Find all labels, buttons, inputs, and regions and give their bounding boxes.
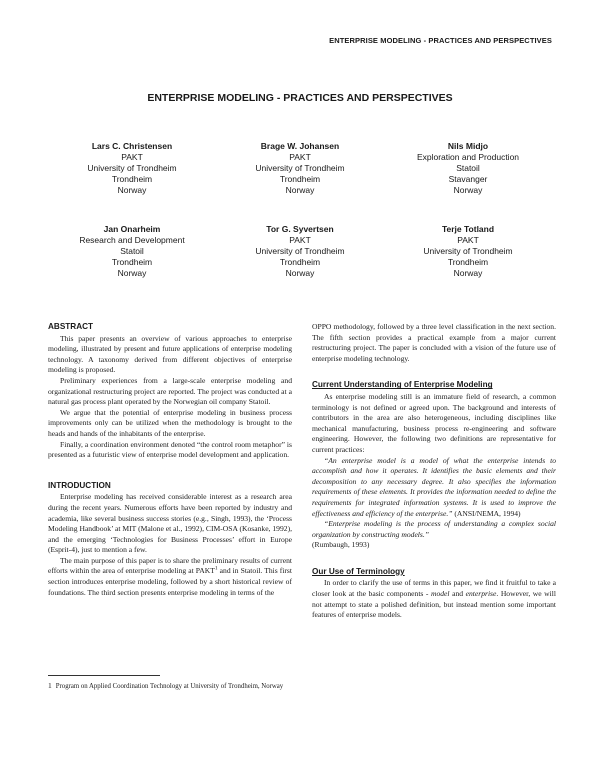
term-text: and: [449, 589, 466, 599]
definition-quote: [312, 456, 556, 520]
running-head: ENTERPRISE MODELING - PRACTICES AND PERSPECTIVES: [329, 36, 552, 45]
author-affiliation: Trondheim: [279, 257, 321, 267]
author-name: Lars C. Christensen: [91, 141, 173, 151]
author-affiliation: PAKT: [121, 152, 143, 162]
author-affiliation: Norway: [285, 185, 315, 195]
paper-title: ENTERPRISE MODELING - PRACTICES AND PERSPECTIVES: [147, 92, 453, 104]
author-affiliation: Statoil: [456, 163, 480, 173]
current-understanding-paragraph: As enterprise modeling still is an immature field of research, a common terminology is not defined or agreed upon. The background and interests of contributors in the area are also heterogeneous, including disciplines like mechanical manufacturing, business process re-engineering and software engineering. However, the following two definitions are representative for current practices:: [312, 391, 556, 454]
term-text: . However, we will not attempt to state a polished definition, but instead mention some important features of enterprise models.: [312, 589, 556, 620]
abstract-heading: ABSTRACT: [48, 322, 94, 331]
author-affiliation: Research and Development: [79, 235, 185, 245]
term-emphasis: enterprise: [465, 589, 497, 599]
author-affiliation: PAKT: [289, 235, 311, 245]
definition-quote: [312, 519, 556, 540]
intro-text: and in Statoil. This first section introduces enterprise modeling, followed by a short historical review of foundations. The third section presents enterprise modeling in terms of the: [48, 566, 292, 597]
author-affiliation: Stavanger: [448, 174, 488, 184]
left-column: [48, 322, 292, 598]
author-affiliation: Trondheim: [279, 174, 321, 184]
introduction-heading: INTRODUCTION: [48, 480, 111, 490]
author-affiliation: Exploration and Production: [416, 152, 520, 162]
author-name: Jan Onarheim: [103, 224, 161, 234]
introduction-paragraph: Enterprise modeling has received considerable interest as a research area during the recent years. Numerous efforts have been reported by industry and academia, like several business success stories (e.g., Singh, 1993), the ‘Process Modeling Handbook’ at MIT (Malone et al., 1992), CIM-OSA (Kosanke, 1992), and the emerging ‘Technologies for Business Processes’ effort in Europe (Esprit-4), just to mention a few.: [48, 492, 292, 555]
footnote: [48, 681, 292, 692]
author-row-2: [48, 224, 552, 279]
author-block: [48, 224, 216, 279]
author-name: Terje Totland: [441, 224, 495, 234]
author-affiliation: Norway: [117, 185, 147, 195]
quote-citation: (ANSI/NEMA, 1994): [452, 508, 521, 518]
quote-text: “Enterprise modeling is the process of understanding a complex social organization by constructing models.”: [312, 519, 556, 539]
author-affiliation: University of Trondheim: [423, 246, 513, 256]
author-affiliation: Trondheim: [447, 257, 489, 267]
footnote-rule: [48, 675, 160, 676]
author-affiliation: Norway: [117, 268, 147, 278]
author-affiliation: Norway: [285, 268, 315, 278]
intro-continued-paragraph: OPPO methodology, followed by a three level classification in the next section. The fifth section provides a practical example from a major current restructuring project. The paper is concluded with a vision of the future use of enterprise modeling technology.: [312, 322, 556, 363]
abstract-paragraph: This paper presents an overview of various approaches to enterprise modeling, illustrated by present and future applications of enterprise modeling technology. A taxonomy derived from different objectives of enterprise modeling is proposed.: [48, 333, 292, 375]
quote-citation: (Rumbaugh, 1993): [312, 540, 370, 550]
terminology-paragraph: [312, 578, 556, 620]
abstract-paragraph: Finally, a coordination environment denoted “the control room metaphor” is presented as a futuristic view of enterprise model development and application.: [48, 439, 292, 460]
abstract-paragraph: We argue that the potential of enterprise modeling in business process improvements only can be utilized when the methodology is brought to the heads and hands of the inhabitants of the enterprise.: [48, 407, 292, 438]
author-block: [48, 141, 216, 196]
footnote-marker: 1: [214, 565, 218, 572]
introduction-paragraph: [48, 556, 292, 598]
current-understanding-heading: Current Understanding of Enterprise Modeling: [312, 380, 493, 390]
author-row-1: [48, 141, 552, 196]
term-emphasis: model: [430, 589, 450, 599]
author-affiliation: University of Trondheim: [87, 163, 177, 173]
author-block: [384, 224, 552, 279]
author-affiliation: PAKT: [457, 235, 479, 245]
author-affiliation: Trondheim: [111, 174, 153, 184]
author-block: [216, 224, 384, 279]
author-affiliation: PAKT: [289, 152, 311, 162]
author-name: Brage W. Johansen: [260, 141, 340, 151]
abstract-paragraph: Preliminary experiences from a large-scale enterprise modeling and organizational restructuring project are reported. The project was conducted at a natural gas process plant operated by the Norwegian oil company Statoil.: [48, 375, 292, 407]
term-text: In order to clarify the use of terms in this paper, we find it fruitful to take a closer look at the basic components -: [312, 578, 556, 599]
terminology-heading: Our Use of Terminology: [312, 566, 405, 576]
author-affiliation: Statoil: [120, 246, 144, 256]
footnote-mark: 1: [48, 681, 52, 690]
quote-text: “An enterprise model is a model of what the enterprise intends to accomplish and how it operates. It identifies the basic elements and their decomposition to any necessary degree. It also specifies the information requirements of these elements. It provides the information needed to define the requirements for integrated information systems. It is used to improve the effectiveness and efficiency of the enterprise.”: [312, 455, 556, 518]
right-column: [312, 322, 556, 621]
author-block: [216, 141, 384, 196]
intro-text: The main purpose of this paper is to share the preliminary results of current efforts within the area of enterprise modeling at PAKT: [48, 555, 292, 576]
author-affiliation: University of Trondheim: [255, 163, 345, 173]
author-affiliation: University of Trondheim: [255, 246, 345, 256]
author-affiliation: Norway: [453, 185, 483, 195]
author-affiliation: Norway: [453, 268, 483, 278]
author-name: Tor G. Syvertsen: [266, 224, 334, 234]
footnote-text: Program on Applied Coordination Technology at University of Trondheim, Norway: [55, 683, 284, 690]
author-affiliation: Trondheim: [111, 257, 153, 267]
author-name: Nils Midjo: [447, 141, 489, 151]
author-block: [384, 141, 552, 196]
